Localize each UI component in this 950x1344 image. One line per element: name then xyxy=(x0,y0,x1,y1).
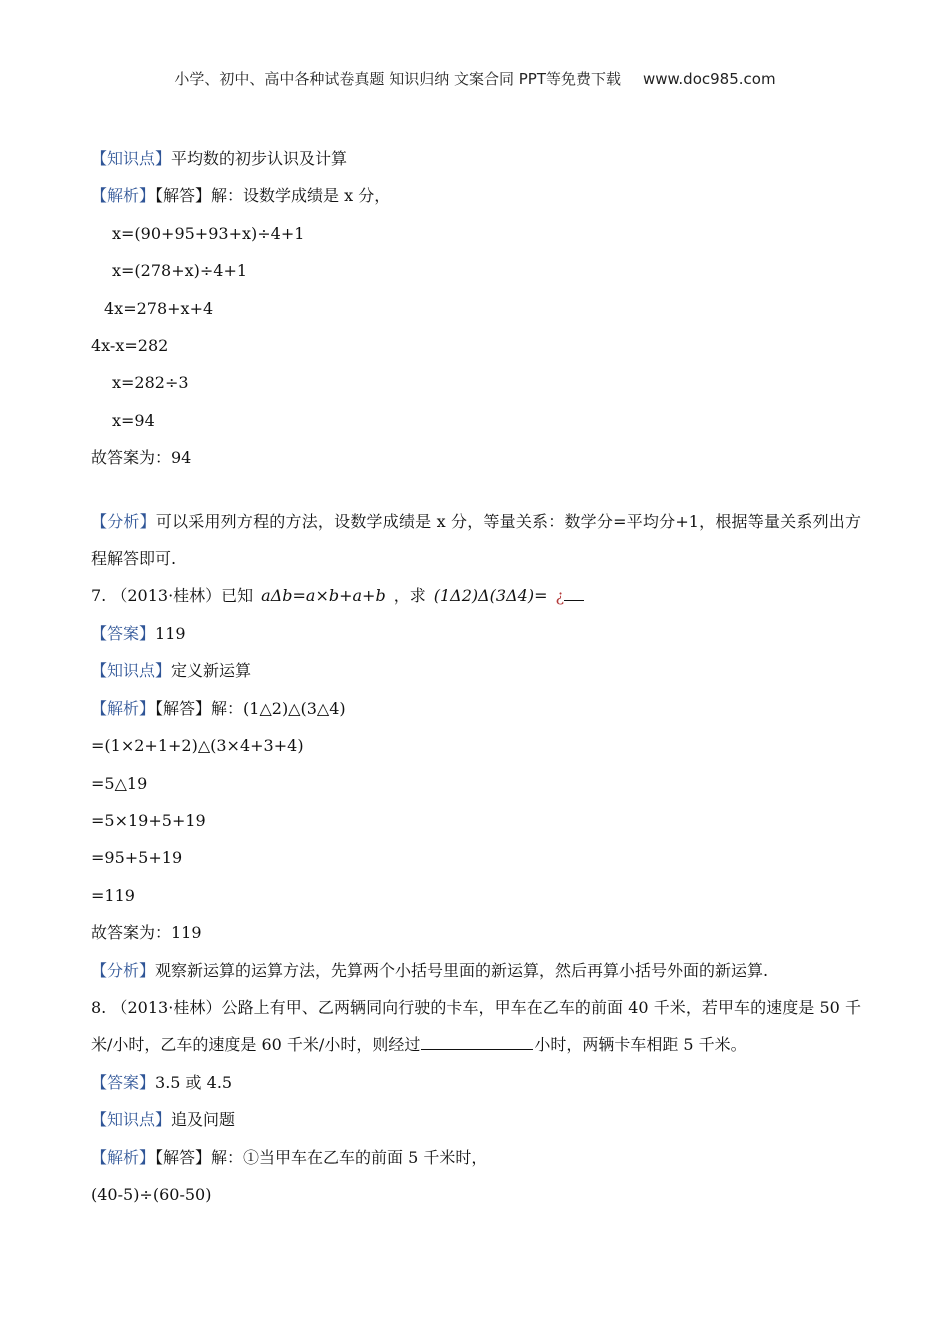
summary-label: 【分析】 xyxy=(91,960,156,980)
q7-source: （2013·桂林）已知 xyxy=(111,586,254,606)
q6-knowledge-text: 平均数的初步认识及计算 xyxy=(171,149,348,168)
q6-step: x=94 xyxy=(112,410,155,430)
answer-label: 【答案】 xyxy=(91,623,156,643)
knowledge-label: 【知识点】 xyxy=(91,661,172,681)
q7-question xyxy=(91,577,861,614)
q7-formula: aΔb=a×b+a+b xyxy=(261,586,386,606)
q7-knowledge-text: 定义新运算 xyxy=(171,661,252,681)
q6-step: x=282÷3 xyxy=(112,373,189,393)
q7-summary xyxy=(91,952,861,989)
q7-mark: ¿ xyxy=(555,586,565,606)
q7-step: =(1×2+1+2)△(3×4+3+4) xyxy=(91,736,304,756)
q7-summary-text: 观察新运算的运算方法，先算两个小括号里面的新运算，然后再算小括号外面的新运算. xyxy=(155,960,769,980)
q6-intro: 解：设数学成绩是 x 分， xyxy=(211,186,391,206)
q8-text-a: （2013·桂林）公路上有甲、乙两辆同向行驶的卡车，甲车在乙车的前面 40 千米，若甲车的速度是 50 千米/小时，乙车的速度是 60 千米/小时，则经过 xyxy=(91,997,861,1055)
q8-question xyxy=(91,989,861,1064)
answer-blank xyxy=(564,599,584,601)
answer-blank xyxy=(421,1048,533,1050)
q8-text-b: 小时，两辆卡车相距 5 千米。 xyxy=(534,1035,747,1055)
q7-number: 7. xyxy=(91,586,107,606)
summary-label: 【分析】 xyxy=(91,511,156,531)
q7-answer xyxy=(91,615,861,652)
spacer xyxy=(91,477,861,503)
q8-analysis xyxy=(91,1139,861,1176)
solution-label: 【解答】 xyxy=(155,1147,212,1167)
q8-intro: 解：①当甲车在乙车的前面 5 千米时， xyxy=(211,1147,488,1167)
knowledge-label: 【知识点】 xyxy=(91,149,172,168)
page-header xyxy=(0,68,950,89)
q6-summary-text: 可以采用列方程的方法，设数学成绩是 x 分，等量关系：数学分=平均分+1，根据等量关系列出方程解答即可. xyxy=(91,511,861,569)
q7-knowledge xyxy=(91,652,861,689)
q7-step: =95+5+19 xyxy=(91,848,183,868)
q6-step: x=(90+95+93+x)÷4+1 xyxy=(112,223,305,243)
answer-label: 【答案】 xyxy=(91,1072,156,1092)
q8-knowledge-text: 追及问题 xyxy=(171,1110,236,1130)
header-site[interactable]: www.doc985.com xyxy=(642,70,776,88)
q6-final: 故答案为：94 xyxy=(91,448,192,468)
q7-step: =119 xyxy=(91,885,135,905)
q7-intro: 解：(1△2)△(3△4) xyxy=(211,698,346,718)
q6-step: 4x-x=282 xyxy=(91,336,169,356)
q8-knowledge xyxy=(91,1101,861,1138)
q6-step: 4x=278+x+4 xyxy=(104,298,214,318)
q6-knowledge xyxy=(91,140,861,177)
document-body xyxy=(91,140,861,1213)
header-text: 小学、初中、高中各种试卷真题 知识归纳 文案合同 PPT等免费下载 xyxy=(174,70,621,88)
q8-answer xyxy=(91,1064,861,1101)
q7-ask: ，求 xyxy=(393,586,426,606)
q7-step: =5△19 xyxy=(91,773,148,793)
q7-answer-value: 119 xyxy=(155,623,186,643)
q7-step: =5×19+5+19 xyxy=(91,810,206,830)
q7-expression: (1Δ2)Δ(3Δ4)= xyxy=(433,586,548,606)
q8-step: (40-5)÷(60-50) xyxy=(91,1184,212,1204)
analysis-label: 【解析】 xyxy=(91,698,156,718)
q7-analysis xyxy=(91,690,861,727)
q8-number: 8. xyxy=(91,997,107,1017)
solution-label: 【解答】 xyxy=(155,186,212,206)
knowledge-label: 【知识点】 xyxy=(91,1110,172,1130)
q6-summary xyxy=(91,503,861,578)
q6-step: x=(278+x)÷4+1 xyxy=(112,261,248,281)
q6-analysis xyxy=(91,177,861,214)
analysis-label: 【解析】 xyxy=(91,1147,156,1167)
analysis-label: 【解析】 xyxy=(91,186,156,206)
q8-answer-value: 3.5 或 4.5 xyxy=(155,1072,233,1092)
solution-label: 【解答】 xyxy=(155,698,212,718)
q7-final: 故答案为：119 xyxy=(91,923,202,943)
